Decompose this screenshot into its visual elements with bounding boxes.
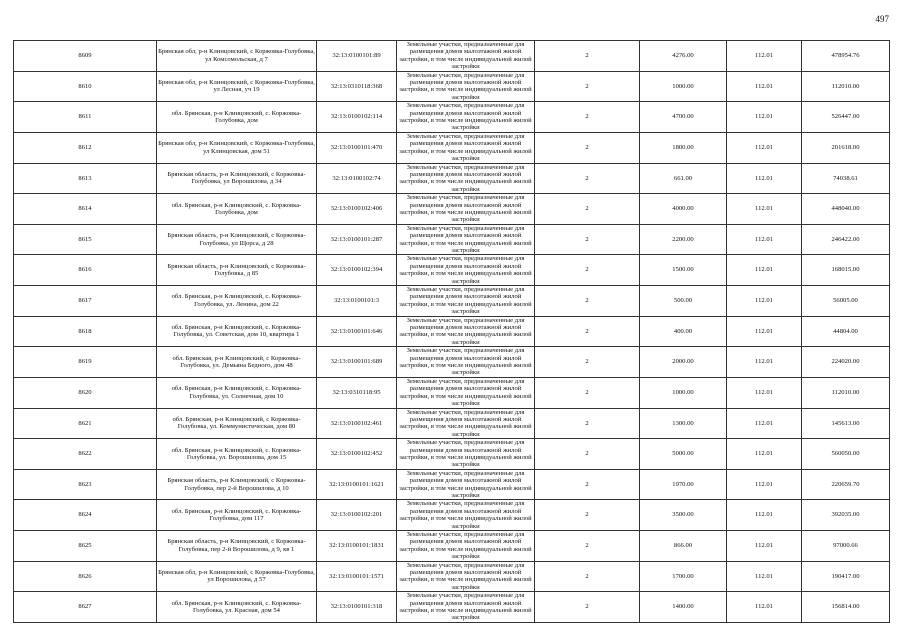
- cadastral-number-cell: 32:13:0100101:689: [317, 347, 397, 378]
- cadastral-number-cell: 32:13:0100102:452: [317, 439, 397, 470]
- cadastral-value-cell: 56005.00: [802, 286, 890, 317]
- cadastral-number-cell: 32:13:0100102:406: [317, 194, 397, 225]
- cadastral-number-cell: 32:13:0100101:1831: [317, 531, 397, 562]
- row-number-cell: 8618: [14, 316, 157, 347]
- category-cell: 2: [535, 469, 640, 500]
- table-row: [14, 531, 890, 562]
- rate-cell: 112.01: [727, 531, 802, 562]
- address-cell: обл. Брянская, р-н Клинцовский, с. Коржовка-Голубовка, ул. Советская, дом 10, квартира 1: [157, 316, 317, 347]
- row-number-cell: 8616: [14, 255, 157, 286]
- cadastral-number-cell: 32:13:0100101:470: [317, 132, 397, 163]
- rate-cell: 112.01: [727, 469, 802, 500]
- table-body: [14, 41, 890, 623]
- land-use-cell: Земельные участки, предназначенные для размещения домов малоэтажной жилой застройки, в том числе индивидуальной жилой застройки: [397, 71, 535, 102]
- cadastral-value-cell: 156814.00: [802, 592, 890, 623]
- category-cell: 2: [535, 132, 640, 163]
- area-cell: 2000.00: [640, 347, 727, 378]
- rate-cell: 112.01: [727, 224, 802, 255]
- cadastral-value-cell: 145613.00: [802, 408, 890, 439]
- area-cell: 1400.00: [640, 592, 727, 623]
- cadastral-value-cell: 74038.61: [802, 163, 890, 194]
- category-cell: 2: [535, 255, 640, 286]
- area-cell: 661.00: [640, 163, 727, 194]
- address-cell: Брянская область, р-н Клинцовский, с Коржовка-Голубовка, пер 2-й Ворошилова, д 10: [157, 469, 317, 500]
- cadastral-value-cell: 112010.00: [802, 377, 890, 408]
- land-use-cell: Земельные участки, предназначенные для размещения домов малоэтажной жилой застройки, в том числе индивидуальной жилой застройки: [397, 41, 535, 72]
- land-use-cell: Земельные участки, предназначенные для размещения домов малоэтажной жилой застройки, в том числе индивидуальной жилой застройки: [397, 316, 535, 347]
- category-cell: 2: [535, 71, 640, 102]
- rate-cell: 112.01: [727, 286, 802, 317]
- land-use-cell: Земельные участки, предназначенные для размещения домов малоэтажной жилой застройки, в том числе индивидуальной жилой застройки: [397, 194, 535, 225]
- rate-cell: 112.01: [727, 71, 802, 102]
- table-row: [14, 71, 890, 102]
- table-row: [14, 132, 890, 163]
- table-row: [14, 194, 890, 225]
- cadastral-number-cell: 32:13:0100102:201: [317, 500, 397, 531]
- category-cell: 2: [535, 41, 640, 72]
- category-cell: 2: [535, 224, 640, 255]
- row-number-cell: 8624: [14, 500, 157, 531]
- area-cell: 1500.00: [640, 255, 727, 286]
- rate-cell: 112.01: [727, 439, 802, 470]
- category-cell: 2: [535, 194, 640, 225]
- cadastral-number-cell: 32:13:0100102:74: [317, 163, 397, 194]
- address-cell: Брянская обл, р-н Клинцовский, с Коржовка-Голубовка, ул Комсомольская, д 7: [157, 41, 317, 72]
- row-number-cell: 8609: [14, 41, 157, 72]
- area-cell: 1300.00: [640, 408, 727, 439]
- table-row: [14, 41, 890, 72]
- land-use-cell: Земельные участки, предназначенные для размещения домов малоэтажной жилой застройки, в том числе индивидуальной жилой застройки: [397, 469, 535, 500]
- category-cell: 2: [535, 316, 640, 347]
- cadastral-number-cell: 32:13:0100101:1571: [317, 561, 397, 592]
- address-cell: обл. Брянская, р-н Клинцовский, с Коржовка-Голубовка, ул. Демьяна Бедного, дом 48: [157, 347, 317, 378]
- row-number-cell: 8619: [14, 347, 157, 378]
- cadastral-value-cell: 478954.76: [802, 41, 890, 72]
- rate-cell: 112.01: [727, 255, 802, 286]
- area-cell: 1800.00: [640, 132, 727, 163]
- table-row: [14, 408, 890, 439]
- table-row: [14, 469, 890, 500]
- land-use-cell: Земельные участки, предназначенные для размещения домов малоэтажной жилой застройки, в том числе индивидуальной жилой застройки: [397, 439, 535, 470]
- rate-cell: 112.01: [727, 163, 802, 194]
- address-cell: Брянская обл, р-н Клинцовский, с Коржовка-Голубовка, ул Клинцовская, дом 51: [157, 132, 317, 163]
- rate-cell: 112.01: [727, 347, 802, 378]
- page-number: 497: [875, 14, 889, 24]
- category-cell: 2: [535, 163, 640, 194]
- row-number-cell: 8615: [14, 224, 157, 255]
- area-cell: 1700.00: [640, 561, 727, 592]
- rate-cell: 112.01: [727, 500, 802, 531]
- cadastral-number-cell: 32:13:0310118:368: [317, 71, 397, 102]
- land-registry-table: [13, 40, 890, 623]
- category-cell: 2: [535, 531, 640, 562]
- cadastral-value-cell: 448040.00: [802, 194, 890, 225]
- address-cell: обл. Брянская, р-н Клинцовский, с. Коржовка-Голубовка, ул. Ворошилова, дом 15: [157, 439, 317, 470]
- cadastral-value-cell: 526447.00: [802, 102, 890, 133]
- rate-cell: 112.01: [727, 102, 802, 133]
- category-cell: 2: [535, 377, 640, 408]
- cadastral-value-cell: 224020.00: [802, 347, 890, 378]
- row-number-cell: 8621: [14, 408, 157, 439]
- table-row: [14, 163, 890, 194]
- address-cell: обл. Брянская, р-н Клинцовский, с. Коржовка-Голубовка, ул. Ленина, дом 22: [157, 286, 317, 317]
- land-use-cell: Земельные участки, предназначенные для размещения домов малоэтажной жилой застройки, в том числе индивидуальной жилой застройки: [397, 102, 535, 133]
- land-use-cell: Земельные участки, предназначенные для размещения домов малоэтажной жилой застройки, в том числе индивидуальной жилой застройки: [397, 377, 535, 408]
- cadastral-number-cell: 32:13:0100101:1621: [317, 469, 397, 500]
- category-cell: 2: [535, 500, 640, 531]
- row-number-cell: 8617: [14, 286, 157, 317]
- address-cell: Брянская обл, р-н Клинцовский, с Коржовка-Голубовка, ул Лесная, уч 19: [157, 71, 317, 102]
- address-cell: обл. Брянская, р-н Клинцовский, с. Коржовка-Голубовка, дом 117: [157, 500, 317, 531]
- cadastral-number-cell: 32:13:0100101:318: [317, 592, 397, 623]
- row-number-cell: 8610: [14, 71, 157, 102]
- cadastral-value-cell: 97000.66: [802, 531, 890, 562]
- area-cell: 2200.00: [640, 224, 727, 255]
- category-cell: 2: [535, 347, 640, 378]
- cadastral-value-cell: 112010.00: [802, 71, 890, 102]
- cadastral-number-cell: 32:13:0100102:114: [317, 102, 397, 133]
- cadastral-number-cell: 32:13:0100101:3: [317, 286, 397, 317]
- land-use-cell: Земельные участки, предназначенные для размещения домов малоэтажной жилой застройки, в том числе индивидуальной жилой застройки: [397, 592, 535, 623]
- address-cell: обл. Брянская, р-н Клинцовский, с. Коржовка-Голубовка, дом: [157, 194, 317, 225]
- table-row: [14, 224, 890, 255]
- address-cell: обл. Брянская, р-н Клинцовский, с Коржовка-Голубовка, ул. Коммунистическая, дом 80: [157, 408, 317, 439]
- area-cell: 5000.00: [640, 439, 727, 470]
- area-cell: 1000.00: [640, 377, 727, 408]
- area-cell: 500.00: [640, 286, 727, 317]
- category-cell: 2: [535, 592, 640, 623]
- table-row: [14, 286, 890, 317]
- cadastral-value-cell: 201618.00: [802, 132, 890, 163]
- cadastral-number-cell: 32:13:0100101:287: [317, 224, 397, 255]
- row-number-cell: 8626: [14, 561, 157, 592]
- table-row: [14, 102, 890, 133]
- row-number-cell: 8613: [14, 163, 157, 194]
- cadastral-value-cell: 220659.70: [802, 469, 890, 500]
- table-row: [14, 377, 890, 408]
- area-cell: 1000.00: [640, 71, 727, 102]
- rate-cell: 112.01: [727, 592, 802, 623]
- land-use-cell: Земельные участки, предназначенные для размещения домов малоэтажной жилой застройки, в том числе индивидуальной жилой застройки: [397, 224, 535, 255]
- address-cell: обл. Брянская, р-н Клинцовский, с. Коржовка-Голубовка, ул. Солнечная, дом 10: [157, 377, 317, 408]
- area-cell: 3500.00: [640, 500, 727, 531]
- rate-cell: 112.01: [727, 194, 802, 225]
- table-row: [14, 592, 890, 623]
- table-row: [14, 561, 890, 592]
- rate-cell: 112.01: [727, 316, 802, 347]
- area-cell: 1970.00: [640, 469, 727, 500]
- cadastral-value-cell: 190417.00: [802, 561, 890, 592]
- row-number-cell: 8612: [14, 132, 157, 163]
- cadastral-value-cell: 44804.00: [802, 316, 890, 347]
- land-use-cell: Земельные участки, предназначенные для размещения домов малоэтажной жилой застройки, в том числе индивидуальной жилой застройки: [397, 347, 535, 378]
- address-cell: обл. Брянская, р-н Клинцовский, с. Коржовка-Голубовка, дом: [157, 102, 317, 133]
- cadastral-number-cell: 32:13:0100101:646: [317, 316, 397, 347]
- area-cell: 4000.00: [640, 194, 727, 225]
- category-cell: 2: [535, 439, 640, 470]
- land-use-cell: Земельные участки, предназначенные для размещения домов малоэтажной жилой застройки, в том числе индивидуальной жилой застройки: [397, 132, 535, 163]
- address-cell: Брянская область, р-н Клинцовский, с Коржовка-Голубовка, ул Ворошилова, д 34: [157, 163, 317, 194]
- address-cell: Брянская область, р-н Клинцовский, с Коржовка-Голубовка, ул Щорса, д 28: [157, 224, 317, 255]
- cadastral-value-cell: 168015.00: [802, 255, 890, 286]
- rate-cell: 112.01: [727, 561, 802, 592]
- land-use-cell: Земельные участки, предназначенные для размещения домов малоэтажной жилой застройки, в том числе индивидуальной жилой застройки: [397, 561, 535, 592]
- cadastral-number-cell: 32:13:0310118:95: [317, 377, 397, 408]
- cadastral-value-cell: 560050.00: [802, 439, 890, 470]
- category-cell: 2: [535, 102, 640, 133]
- row-number-cell: 8622: [14, 439, 157, 470]
- row-number-cell: 8611: [14, 102, 157, 133]
- table-row: [14, 347, 890, 378]
- category-cell: 2: [535, 408, 640, 439]
- land-use-cell: Земельные участки, предназначенные для размещения домов малоэтажной жилой застройки, в том числе индивидуальной жилой застройки: [397, 286, 535, 317]
- category-cell: 2: [535, 286, 640, 317]
- row-number-cell: 8623: [14, 469, 157, 500]
- cadastral-value-cell: 246422.00: [802, 224, 890, 255]
- land-use-cell: Земельные участки, предназначенные для размещения домов малоэтажной жилой застройки, в том числе индивидуальной жилой застройки: [397, 531, 535, 562]
- area-cell: 400.00: [640, 316, 727, 347]
- land-use-cell: Земельные участки, предназначенные для размещения домов малоэтажной жилой застройки, в том числе индивидуальной жилой застройки: [397, 255, 535, 286]
- cadastral-number-cell: 32:13:0100102:394: [317, 255, 397, 286]
- row-number-cell: 8614: [14, 194, 157, 225]
- address-cell: Брянская область, р-н Клинцовский, с Коржовка-Голубовка, пер 2-й Ворошилова, д 9, кв 1: [157, 531, 317, 562]
- land-use-cell: Земельные участки, предназначенные для размещения домов малоэтажной жилой застройки, в том числе индивидуальной жилой застройки: [397, 408, 535, 439]
- land-use-cell: Земельные участки, предназначенные для размещения домов малоэтажной жилой застройки, в том числе индивидуальной жилой застройки: [397, 163, 535, 194]
- row-number-cell: 8627: [14, 592, 157, 623]
- rate-cell: 112.01: [727, 41, 802, 72]
- table-row: [14, 316, 890, 347]
- area-cell: 4276.00: [640, 41, 727, 72]
- cadastral-value-cell: 392035.00: [802, 500, 890, 531]
- table-row: [14, 255, 890, 286]
- rate-cell: 112.01: [727, 377, 802, 408]
- table-row: [14, 500, 890, 531]
- rate-cell: 112.01: [727, 132, 802, 163]
- cadastral-number-cell: 32:13:0100101:89: [317, 41, 397, 72]
- area-cell: 866.00: [640, 531, 727, 562]
- row-number-cell: 8620: [14, 377, 157, 408]
- address-cell: Брянская обл, р-н Клинцовский, с Коржовка-Голубовка, ул Ворошилова, д 57: [157, 561, 317, 592]
- cadastral-number-cell: 32:13:0100102:461: [317, 408, 397, 439]
- row-number-cell: 8625: [14, 531, 157, 562]
- address-cell: обл. Брянская, р-н Клинцовский, с. Коржовка-Голубовка, ул. Красная, дом 54: [157, 592, 317, 623]
- category-cell: 2: [535, 561, 640, 592]
- table-row: [14, 439, 890, 470]
- area-cell: 4700.00: [640, 102, 727, 133]
- land-use-cell: Земельные участки, предназначенные для размещения домов малоэтажной жилой застройки, в том числе индивидуальной жилой застройки: [397, 500, 535, 531]
- address-cell: Брянская область, р-н Клинцовский, с Коржовка-Голубовка, д 85: [157, 255, 317, 286]
- rate-cell: 112.01: [727, 408, 802, 439]
